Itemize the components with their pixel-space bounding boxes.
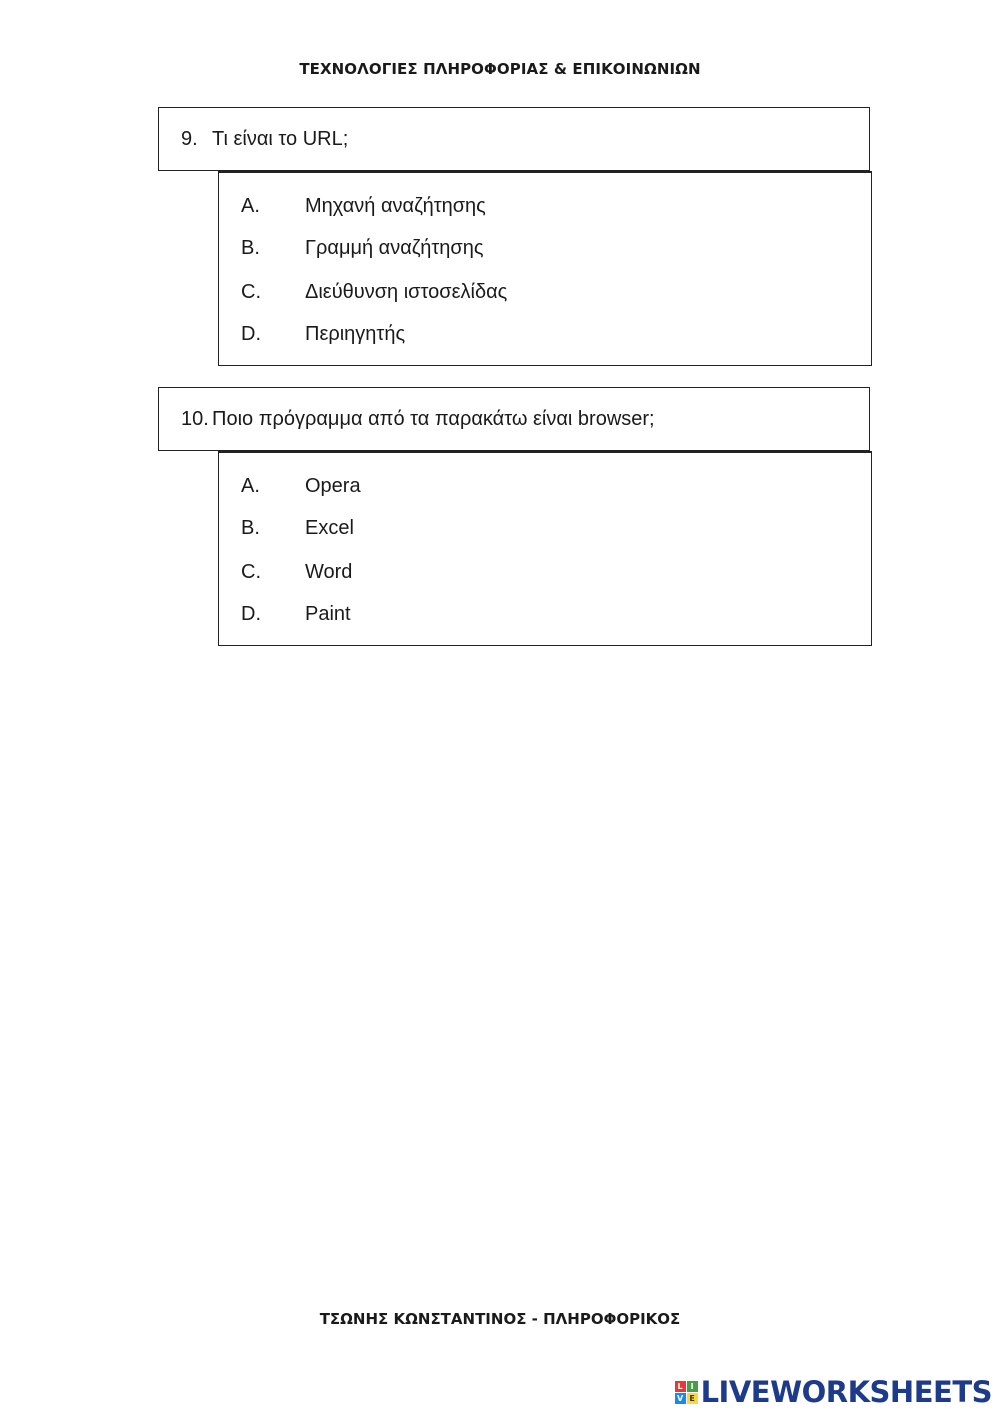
answer-letter: D. — [241, 323, 261, 345]
answer-text: Paint — [305, 603, 351, 625]
logo-tile: E — [687, 1393, 698, 1404]
page-header-title: ΤΕΧΝΟΛΟΓΙΕΣ ΠΛΗΡΟΦΟΡΙΑΣ & ΕΠΙΚΟΙΝΩΝΙΩΝ — [299, 60, 701, 78]
answer-option[interactable] — [219, 561, 871, 589]
answer-letter: D. — [241, 603, 261, 625]
question-10-answers — [218, 451, 872, 646]
question-text: Ποιο πρόγραμμα από τα παρακάτω είναι browser; — [212, 408, 655, 430]
answer-text: Μηχανή αναζήτησης — [305, 195, 486, 217]
question-number: 10. — [181, 408, 209, 430]
answer-letter: A. — [241, 195, 260, 217]
question-9-answers — [218, 171, 872, 366]
answer-letter: B. — [241, 237, 260, 259]
answer-option[interactable] — [219, 281, 871, 309]
answer-option[interactable] — [219, 475, 871, 503]
answer-text: Opera — [305, 475, 361, 497]
answer-text: Περιηγητής — [305, 323, 406, 345]
answer-letter: C. — [241, 561, 261, 583]
answer-letter: B. — [241, 517, 260, 539]
answer-option[interactable] — [219, 195, 871, 223]
logo-tile: L — [675, 1381, 686, 1392]
question-9-box — [158, 107, 870, 171]
question-number: 9. — [181, 128, 198, 150]
answer-text: Excel — [305, 517, 354, 539]
liveworksheets-logo-icon — [675, 1381, 698, 1404]
logo-tile: I — [687, 1381, 698, 1392]
answer-option[interactable] — [219, 323, 871, 351]
answer-option[interactable] — [219, 603, 871, 631]
answer-text: Διεύθυνση ιστοσελίδας — [305, 281, 508, 303]
answer-text: Γραμμή αναζήτησης — [305, 237, 484, 259]
answer-letter: C. — [241, 281, 261, 303]
answer-letter: A. — [241, 475, 260, 497]
brand-name: LIVEWORKSHEETS — [700, 1375, 992, 1409]
footer-author: ΤΣΩΝΗΣ ΚΩΝΣΤΑΝΤΙΝΟΣ - ΠΛΗΡΟΦΟΡΙΚΟΣ — [319, 1310, 681, 1328]
question-text: Τι είναι το URL; — [212, 128, 349, 150]
answer-option[interactable] — [219, 237, 871, 265]
question-10-box — [158, 387, 870, 451]
logo-tile: V — [675, 1393, 686, 1404]
answer-option[interactable] — [219, 517, 871, 545]
answer-text: Word — [305, 561, 353, 583]
liveworksheets-brand[interactable] — [675, 1375, 992, 1409]
